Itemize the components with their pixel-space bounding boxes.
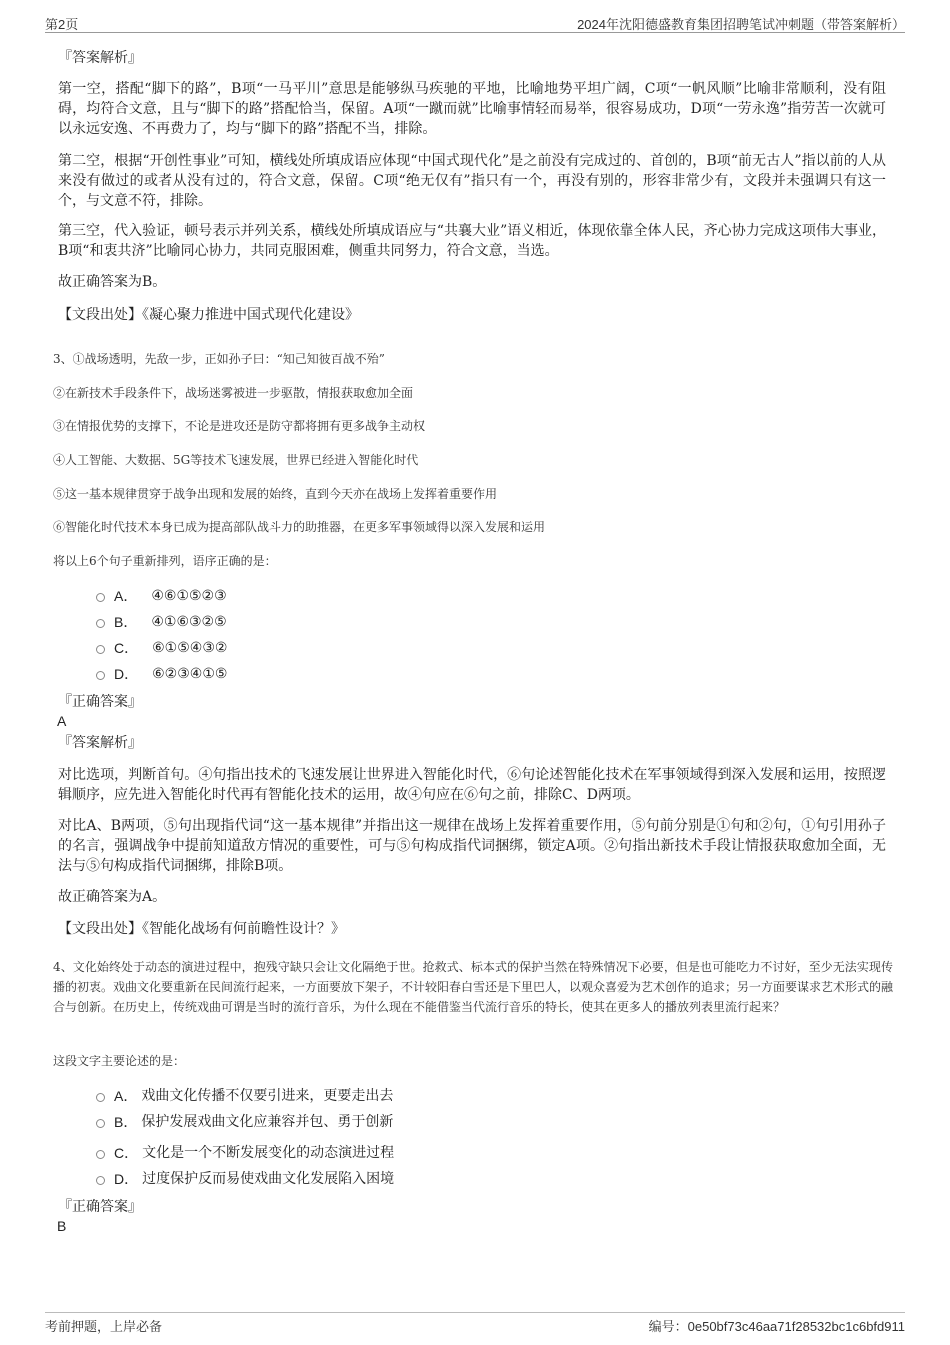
q4-option-d[interactable]: D． 过度保护反而易使戏曲文化发展陷入困境 xyxy=(96,1169,394,1189)
q4-stem: 4、文化始终处于动态的演进过程中，抱残守缺只会让文化隔绝于世。抢救式、标本式的保护当然在特殊情况下必要，但是也可能吃力不讨好，至少无法实现传播的初衷。戏曲文化要重新在民间流行起来，一方面要放下架子，不计较阳春白雪还是下里巴人，以观众喜爱为艺术创作的追求；另一方面要谋求艺术形式的融合与创新。在历史上，传统戏曲可谓是当时的流行音乐，为什么现在不能借鉴当代流行音乐的特长，使其在更多人的播放列表里流行起来？ xyxy=(53,960,894,1014)
q3-analysis-paragraph-1: 对比选项，判断首句。④句指出技术的飞速发展让世界进入智能化时代，⑥句论述智能化技术在军事领域得到深入发展和运用，按照逻辑顺序，应先进入智能化时代再有智能化技术的运用，故④句应在⑥句之前，排除C、D两项。 xyxy=(58,767,886,803)
q2-analysis-paragraph-1: 第一空，搭配“脚下的路”，B项“一马平川”意思是能够纵马疾驰的平地，比喻地势平坦广阔，C项“一帆风顺”比喻非常顺利，没有阻碍，均符合文意，且与“脚下的路”搭配恰当，保留。A项“一蹴而就”比喻事情轻而易举，很容易成功，D项“一劳永逸”指劳苦一次就可以永远安逸、不再费力了，均与“脚下的路”搭配不当，排除。 xyxy=(58,81,886,137)
q4-answer: B xyxy=(57,1218,67,1234)
q3-sentence-1: 3、①战场透明，先敌一步，正如孙子曰：“知己知彼百战不殆” xyxy=(53,352,385,366)
q3-conclusion: 故正确答案为A。 xyxy=(58,889,167,905)
radio-icon[interactable] xyxy=(96,1093,105,1102)
q3-option-c[interactable]: C． ⑥①⑤④③② xyxy=(96,638,227,658)
q4-prompt: 这段文字主要论述的是： xyxy=(53,1054,186,1068)
q3-answer-label: 『正确答案』 xyxy=(58,694,142,710)
header-divider xyxy=(45,32,905,33)
radio-icon[interactable] xyxy=(96,1150,105,1159)
q2-source: 【文段出处】《凝心聚力推进中国式现代化建设》 xyxy=(58,307,359,323)
q2-conclusion: 故正确答案为B。 xyxy=(58,274,167,290)
q3-option-d[interactable]: D． ⑥②③④①⑤ xyxy=(96,664,227,684)
q3-source: 【文段出处】《智能化战场有何前瞻性设计？》 xyxy=(58,921,345,937)
q3-option-b[interactable]: B． ④①⑥③②⑤ xyxy=(96,612,227,632)
radio-icon[interactable] xyxy=(96,1119,105,1128)
radio-icon[interactable] xyxy=(96,671,105,680)
q4-option-c[interactable]: C． 文化是一个不断发展变化的动态演进过程 xyxy=(96,1143,394,1163)
q3-sentence-5: ⑤这一基本规律贯穿于战争出现和发展的始终，直到今天亦在战场上发挥着重要作用 xyxy=(53,487,498,501)
q3-sentence-6: ⑥智能化时代技术本身已成为提高部队战斗力的助推器，在更多军事领域得以深入发展和运用 xyxy=(53,520,546,534)
q3-sentence-3: ③在情报优势的支撑下，不论是进攻还是防守都将拥有更多战争主动权 xyxy=(53,419,426,433)
radio-icon[interactable] xyxy=(96,593,105,602)
radio-icon[interactable] xyxy=(96,1176,105,1185)
radio-icon[interactable] xyxy=(96,619,105,628)
q4-option-b[interactable]: B． 保护发展戏曲文化应兼容并包、勇于创新 xyxy=(96,1112,393,1132)
footer-id: 编号：0e50bf73c46aa71f28532bc1c6bfd911 xyxy=(648,1319,905,1334)
q3-prompt: 将以上6个句子重新排列，语序正确的是： xyxy=(53,554,277,568)
page-number: 第2页 xyxy=(45,17,79,32)
q3-sentence-2: ②在新技术手段条件下，战场迷雾被进一步驱散，情报获取愈加全面 xyxy=(53,386,414,400)
radio-icon[interactable] xyxy=(96,645,105,654)
q3-answer: A xyxy=(57,713,67,729)
q3-option-a[interactable]: A． ④⑥①⑤②③ xyxy=(96,586,227,606)
q2-analysis-paragraph-2: 第二空，根据“开创性事业”可知，横线处所填成语应体现“中国式现代化”是之前没有完成过的、首创的，B项“前无古人”指以前的人从来没有做过的或者从没有过的，符合文意，保留。C项“绝无仅有”指只有一个，再没有别的，形容非常少有，文段并未强调只有这一个，与文意不符，排除。 xyxy=(58,153,886,209)
q4-option-a[interactable]: A． 戏曲文化传播不仅要引进来，更要走出去 xyxy=(96,1086,393,1106)
q4-answer-label: 『正确答案』 xyxy=(58,1199,142,1215)
q3-sentence-4: ④人工智能、大数据、5G等技术飞速发展，世界已经进入智能化时代 xyxy=(53,453,419,467)
q3-analysis-paragraph-2: 对比A、B两项，⑤句出现指代词“这一基本规律”并指出这一规律在战场上发挥着重要作用，⑤句前分别是①句和②句，①句引用孙子的名言，强调战争中提前知道敌方情况的重要性，可与⑤句构成指代词捆绑，锁定A项。②句指出新技术手段让情报获取愈加全面，无法与⑤句构成指代词捆绑，排除B项。 xyxy=(58,818,886,874)
q2-analysis-label: 『答案解析』 xyxy=(58,50,142,66)
footer-divider xyxy=(45,1312,905,1313)
footer-slogan: 考前押题，上岸必备 xyxy=(45,1319,163,1334)
document-title: 2024年沈阳德盛教育集团招聘笔试冲刺题（带答案解析） xyxy=(577,17,905,32)
q3-analysis-label: 『答案解析』 xyxy=(58,735,142,751)
q2-analysis-paragraph-3: 第三空，代入验证，顿号表示并列关系，横线处所填成语应与“共襄大业”语义相近，体现依靠全体人民，齐心协力完成这项伟大事业，B项“和衷共济”比喻同心协力，共同克服困难，侧重共同努力，符合文意，当选。 xyxy=(58,223,886,259)
